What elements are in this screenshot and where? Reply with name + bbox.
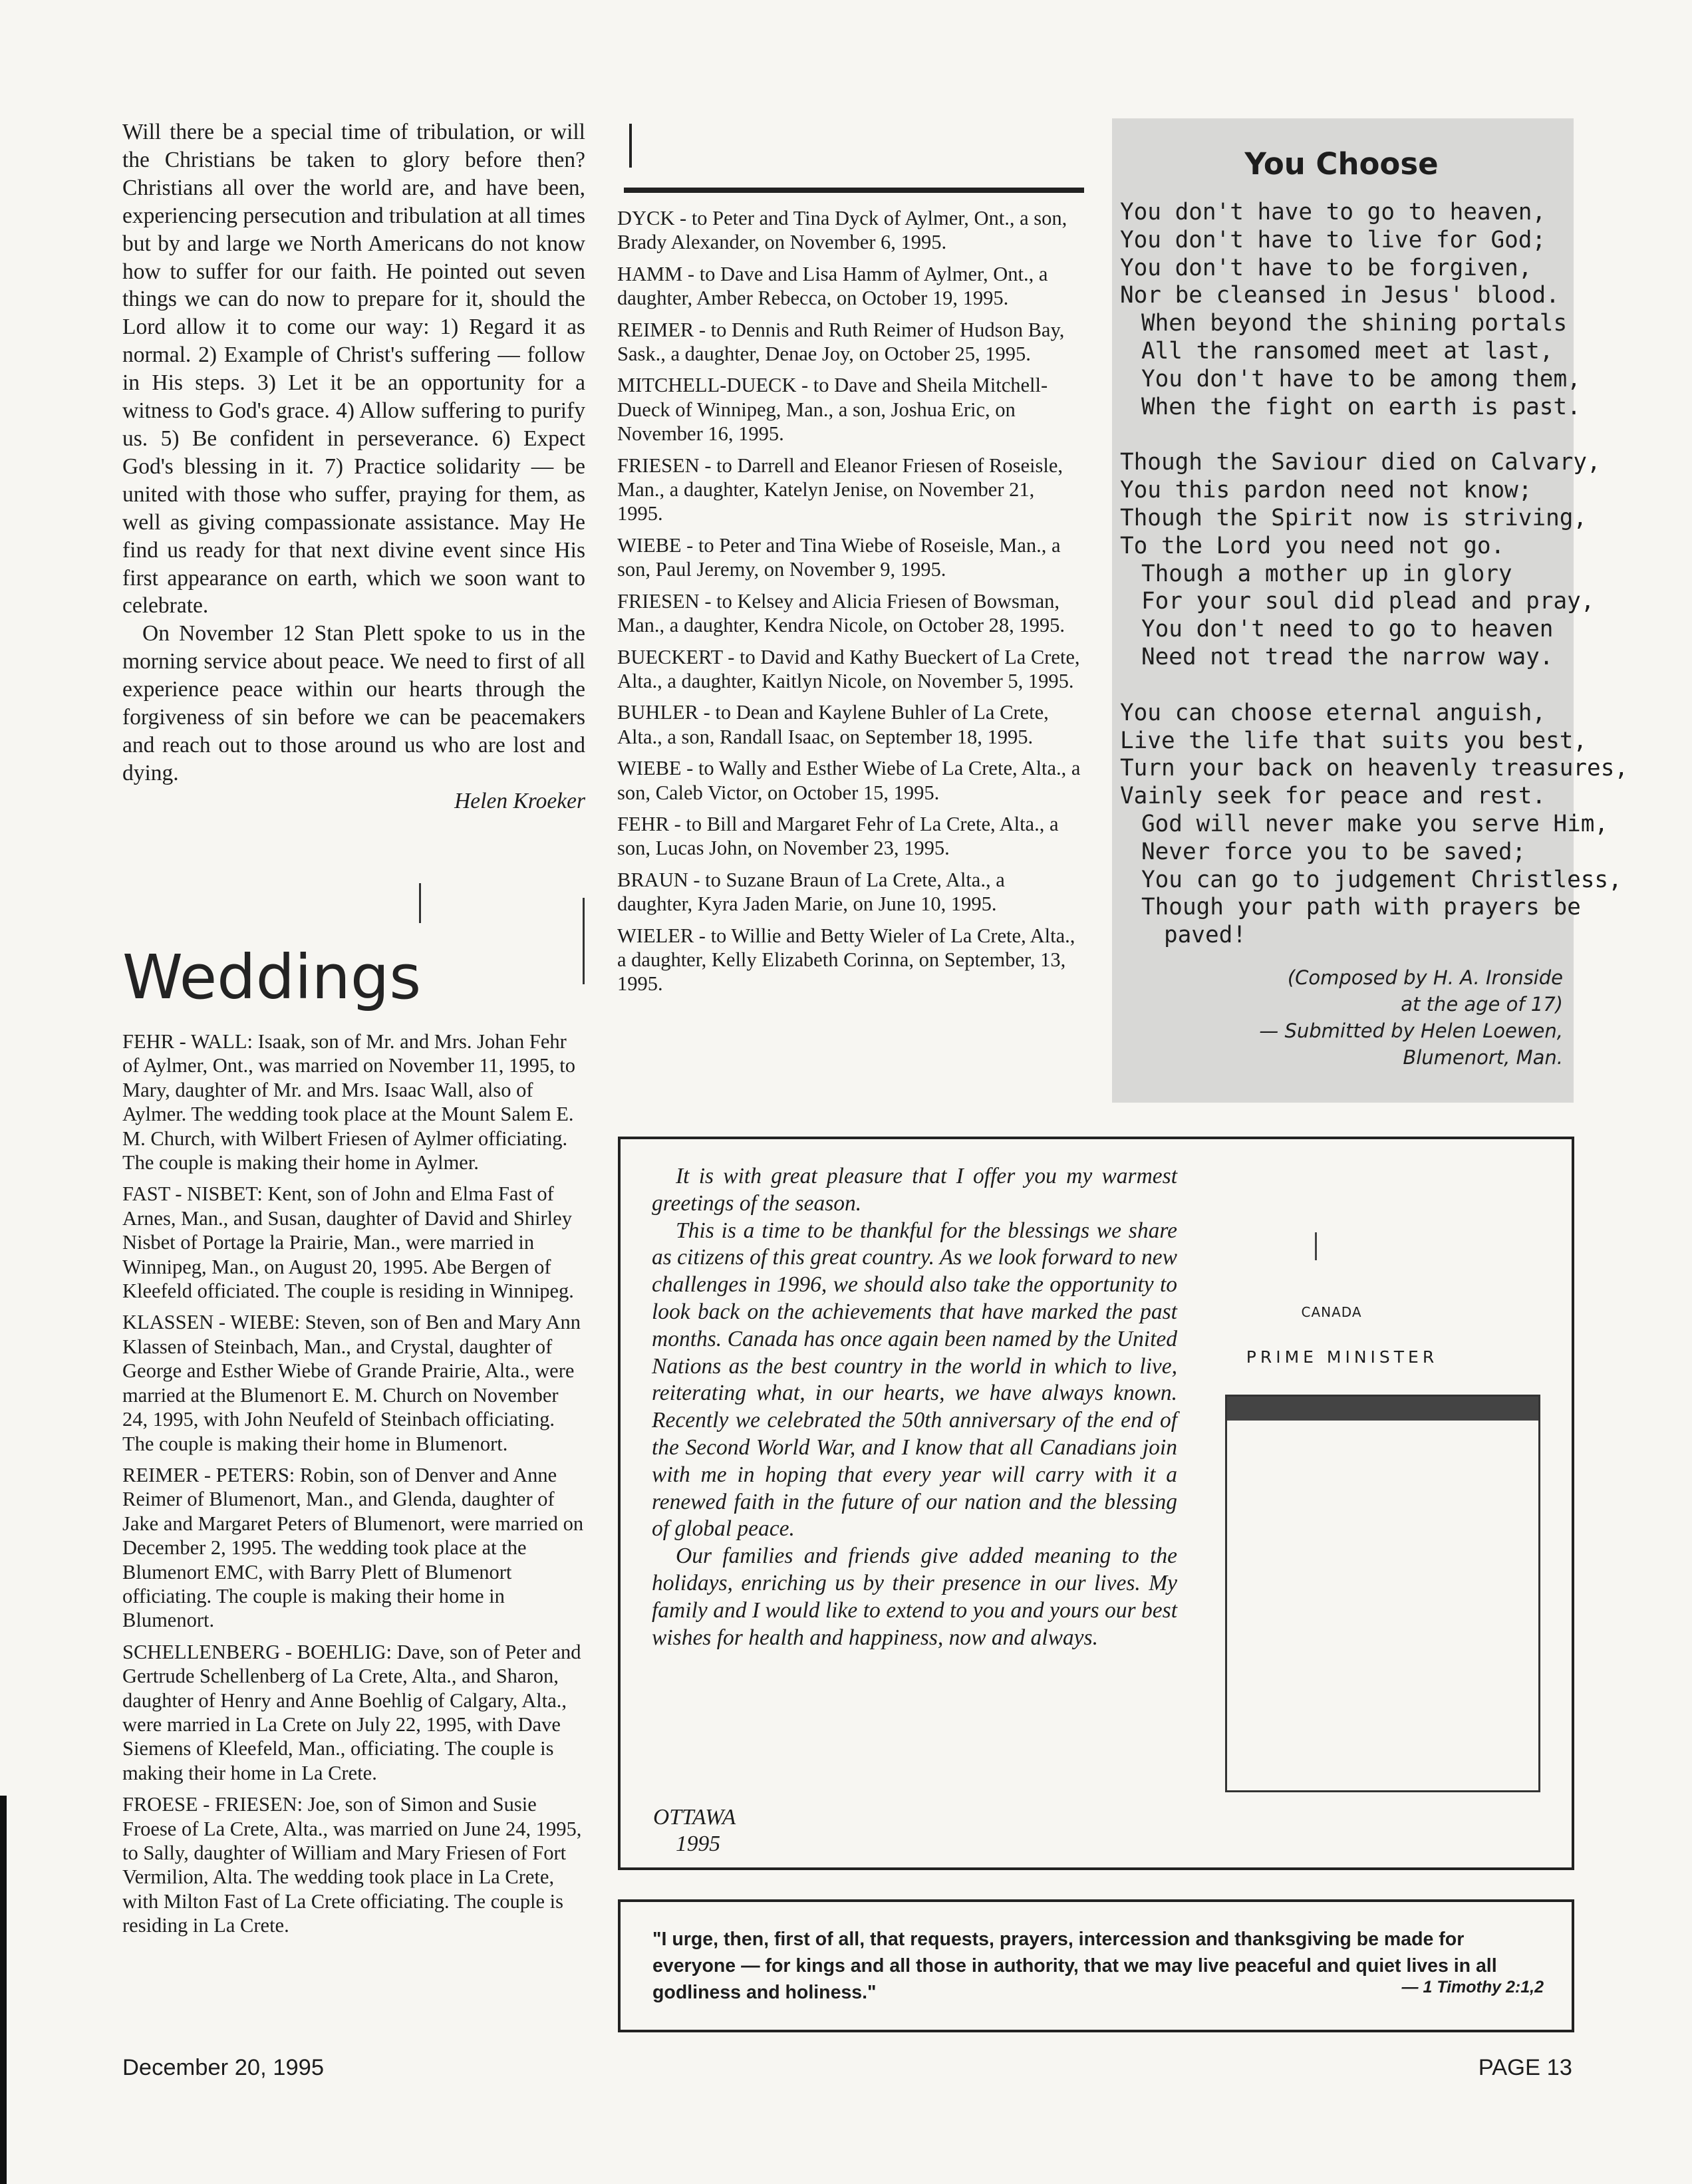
poem-line: You don't have to go to heaven, (1120, 199, 1546, 225)
weddings-title: Weddings (122, 942, 422, 1013)
poem-line: To the Lord you need not go. (1120, 532, 1505, 559)
pm-paragraph: It is with great pleasure that I offer you my warmest greetings of the season. (652, 1164, 1177, 1216)
scripture-reference: — 1 Timothy 2:1,2 (1401, 1978, 1544, 1996)
article-paragraph: Will there be a special time of tribulation, or will the Christians be taken to glory before then? Christians all over the world are, and have been, experiencing persecution and tribulation at all times but by and large we North Americans do not know how to suffer for our faith. He pointed out seven things we can do now to prepare for it, should the Lord allow it to come our way: 1) Regard it as normal. 2) Example of Christ's suffering — follow in His steps. 3) Let it be an opportunity for a witness to God's grace. 4) Allow suffering to purify us. 5) Be confident in perseverance. 6) Expect God's blessing in it. 7) Practice solidarity — be united with those who suffer, praying for them, as well as giving compassionate assistance. May He find us ready for that next divine event since His first appearance on earth, which we soon want to celebrate. (122, 120, 585, 618)
birth-notice: BRAUN - to Suzane Braun of La Crete, Alta., a daughter, Kyra Jaden Marie, on June 10, 1995. (617, 868, 1005, 916)
poem-line: When the fight on earth is past. (1141, 393, 1581, 420)
births-section (617, 206, 1084, 1004)
pm-photo-frame (1225, 1395, 1540, 1792)
pm-photo-header-bar (1227, 1397, 1538, 1421)
poem-line: Though a mother up in glory (1141, 560, 1512, 587)
poem-line: Vainly seek for peace and rest. (1120, 783, 1546, 810)
pm-message-box (618, 1137, 1574, 1870)
births-header-rule (624, 188, 1084, 193)
poem-title: You Choose (1244, 146, 1439, 182)
poem-credit-line: Blumenort, Man. (1403, 1045, 1563, 1069)
birth-notice: BUECKERT - to David and Kathy Bueckert of La Crete, Alta., a daughter, Kaitlyn Nicole, on November 5, 1995. (617, 645, 1080, 692)
page-number: PAGE 13 (1478, 2055, 1572, 2080)
birth-notice: WIELER - to Willie and Betty Wieler of La Crete, Alta., a daughter, Kelly Elizabeth Corinna, on September, 13, 1995. (617, 924, 1075, 996)
birth-notice: FRIESEN - to Kelsey and Alicia Friesen of Bowsman, Man., a daughter, Kendra Nicole, on October 28, 1995. (617, 589, 1065, 637)
emblem-mark (1315, 1232, 1317, 1260)
poem-stanza (1120, 699, 1628, 950)
poem-line: All the ransomed meet at last, (1141, 337, 1554, 364)
birth-notice: WIEBE - to Peter and Tina Wiebe of Roseisle, Man., a son, Paul Jeremy, on November 9, 1995. (617, 533, 1061, 581)
scan-edge (0, 1796, 7, 2184)
poem-line: paved! (1164, 922, 1246, 949)
article-paragraph: On November 12 Stan Plett spoke to us in the morning service about peace. We need to first of all experience peace within our hearts through the forgiveness of sin before we can be peacemakers and reach out to those around us who are lost and dying. (122, 621, 585, 785)
poem-line: God will never make you serve Him, (1141, 810, 1609, 837)
wedding-notice: FAST - NISBET: Kent, son of John and Elma Fast of Arnes, Man., and Susan, daughter of David and Shirley Nisbet of Portage la Prairie, Man., were married in Winnipeg, Man., on August 20, 1995. Abe Bergen of Kleefeld officiated. The couple is residing in Winnipeg. (122, 1182, 574, 1303)
poem-line: You this pardon need not know; (1120, 477, 1532, 504)
pm-paragraph: Our families and friends give added meaning to the holidays, enriching us by their presence in our lives. My family and I would like to extend to you and yours our best wishes for health and happiness, now and always. (652, 1544, 1177, 1650)
wedding-notice: KLASSEN - WIEBE: Steven, son of Ben and Mary Ann Klassen of Steinbach, Man., and Crystal, daughter of George and Esther Wiebe of Grande Prairie, Alta., were married at the Blumenort E. M. Church on November 24, 1995, with John Neufeld of Steinbach officiating. The couple is making their home in Blumenort. (122, 1311, 581, 1455)
birth-notice: WIEBE - to Wally and Esther Wiebe of La Crete, Alta., a son, Caleb Victor, on October 15, 1995. (617, 757, 1081, 804)
issue-date: December 20, 1995 (122, 2055, 325, 2080)
birth-notice: MITCHELL-DUECK - to Dave and Sheila Mitchell-Dueck of Winnipeg, Man., a son, Joshua Eric, on November 16, 1995. (617, 374, 1048, 446)
pm-office-title: PRIME MINISTER (1246, 1347, 1439, 1367)
column-divider (419, 883, 421, 923)
birth-notice: BUHLER - to Dean and Kaylene Buhler of La Crete, Alta., a son, Randall Isaac, on September 18, 1995. (617, 701, 1049, 748)
poem-credit-line: (Composed by H. A. Ironside (1287, 966, 1563, 989)
wedding-notice: FEHR - WALL: Isaak, son of Mr. and Mrs. Johan Fehr of Aylmer, Ont., was married on November 11, 1995, to Mary, daughter of Mr. and Mrs. Isaac Wall, also of Aylmer. The wedding took place at the Mount Salem E. M. Church, with Wilbert Friesen of Aylmer officiating. The couple is making their home in Aylmer. (122, 1030, 575, 1174)
poem-box (1112, 118, 1628, 1103)
poem-line: You don't need to go to heaven (1141, 616, 1554, 643)
birth-notice: DYCK - to Peter and Tina Dyck of Aylmer, Ont., a son, Brady Alexander, on November 6, 1995. (617, 207, 1067, 254)
weddings-section (122, 1029, 585, 1945)
poem-credit-line: — Submitted by Helen Loewen, (1259, 1019, 1563, 1042)
poem-line: Live the life that suits you best, (1120, 727, 1588, 754)
birth-notice: FEHR - to Bill and Margaret Fehr of La Crete, Alta., a son, Lucas John, on November 23, 1995. (617, 812, 1059, 860)
scripture-text: "I urge, then, first of all, that requests, prayers, intercession and thanksgiving be made for everyone — for kings and all those in authority, that we may live peaceful and quiet lives in all godliness and holiness." (652, 1929, 1497, 2003)
poem-stanza (1120, 449, 1601, 671)
article (122, 118, 585, 815)
poem-credit (1120, 964, 1563, 1071)
wedding-notice: SCHELLENBERG - BOEHLIG: Dave, son of Peter and Gertrude Schellenberg of La Crete, Alta., and Sharon, daughter of Henry and Anne Boehlig of Calgary, Alta., were married in La Crete on July 22, 1995, with Dave Siemens of Kleefeld, Man., officiating. The couple is making their home in La Crete. (122, 1640, 581, 1784)
pm-year: 1995 (676, 1832, 720, 1856)
pm-paragraph: This is a time to be thankful for the blessings we share as citizens of this great country. As we look forward to new challenges in 1996, we should also take the opportunity to look back on the achievements that have marked the past months. Canada has once again been named by the United Nations as the best country in the world in which to live, reiterating what, in our hearts, we have always known. Recently we celebrated the 50th anniversary of the end of the Second World War, and I know that all Canadians join with me in hoping that every year will carry with it a renewed faith in the future of our nation and the blessing of global peace. (652, 1218, 1177, 1542)
poem-line: Nor be cleansed in Jesus' blood. (1120, 282, 1560, 309)
article-author: Helen Kroeker (454, 788, 585, 813)
poem-line: You don't have to be forgiven, (1120, 254, 1532, 281)
poem-line: You don't have to be among them, (1141, 365, 1581, 392)
birth-notice: FRIESEN - to Darrell and Eleanor Friesen of Roseisle, Man., a daughter, Katelyn Jenise, on November 21, 1995. (617, 454, 1063, 525)
poem-stanza (1120, 199, 1581, 421)
poem-line: When beyond the shining portals (1141, 310, 1568, 337)
poem-line: You can choose eternal anguish, (1120, 699, 1546, 726)
births-header-mark (629, 124, 632, 168)
pm-country: CANADA (1301, 1304, 1362, 1320)
poem-line: Though the Saviour died on Calvary, (1120, 449, 1601, 476)
poem-line: Never force you to be saved; (1141, 838, 1526, 865)
scripture-box (618, 1899, 1574, 2032)
pm-place: OTTAWA (653, 1805, 736, 1830)
poem-line: You can go to judgement Christless, (1141, 866, 1622, 893)
pm-signoff (653, 1804, 736, 1857)
birth-notice: REIMER - to Dennis and Ruth Reimer of Hudson Bay, Sask., a daughter, Denae Joy, on October 25, 1995. (617, 318, 1065, 366)
poem-line: Though your path with prayers be (1141, 894, 1581, 921)
poem-line: For your soul did plead and pray, (1141, 588, 1595, 615)
birth-notice: HAMM - to Dave and Lisa Hamm of Aylmer, Ont., a daughter, Amber Rebecca, on October 19, 1995. (617, 262, 1048, 310)
column-divider (583, 898, 585, 984)
wedding-notice: REIMER - PETERS: Robin, son of Denver and Anne Reimer of Blumenort, Man., and Glenda, daughter of Jake and Margaret Peters of Blumenort, were married on December 2, 1995. The wedding took place at the Blumenort EMC, with Barry Plett of Blumenort officiating. The couple is making their home in Blumenort. (122, 1463, 584, 1632)
poem-line: Though the Spirit now is striving, (1120, 504, 1588, 531)
pm-message (652, 1163, 1177, 1651)
poem-line: Need not tread the narrow way. (1141, 643, 1554, 670)
poem-credit-line: at the age of 17) (1401, 992, 1563, 1016)
poem-line: Turn your back on heavenly treasures, (1120, 755, 1628, 782)
poem-line: You don't have to live for God; (1120, 226, 1546, 253)
wedding-notice: FROESE - FRIESEN: Joe, son of Simon and Susie Froese of La Crete, Alta., was married on June 24, 1995, to Sally, daughter of William and Mary Friesen of Fort Vermilion, Alta. The wedding took place in La Crete, with Milton Fast of La Crete officiating. The couple is residing in La Crete. (122, 1793, 582, 1937)
